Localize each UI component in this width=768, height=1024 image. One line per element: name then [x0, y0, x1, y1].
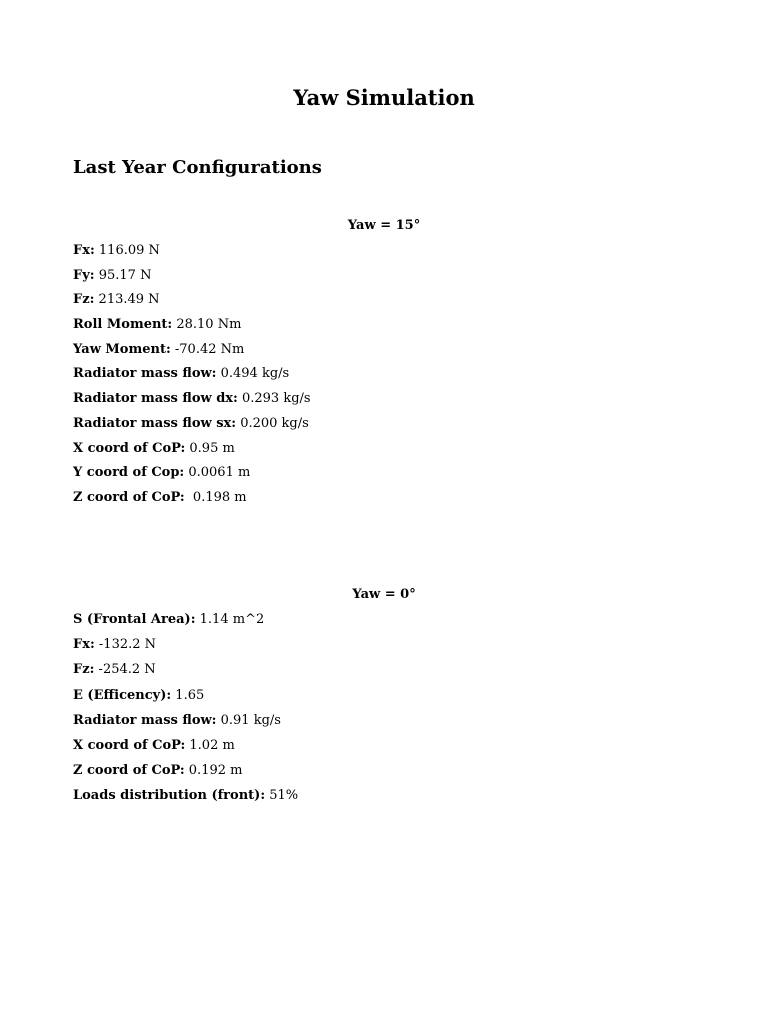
yaw-15-results [73, 242, 311, 514]
result-value: -254.2 N [94, 662, 156, 678]
result-label: Y coord of Cop: [73, 465, 185, 481]
result-value: 0.494 kg/s [216, 366, 290, 382]
result-row [73, 712, 298, 737]
result-value: -70.42 Nm [170, 341, 245, 357]
result-label: Loads distribution (front): [73, 788, 266, 804]
result-value: 0.192 m [184, 763, 243, 779]
result-row [73, 737, 298, 762]
result-value: 51% [265, 788, 299, 804]
result-row [73, 687, 298, 712]
result-value: 0.200 kg/s [236, 415, 309, 431]
result-row [73, 661, 298, 686]
result-row [73, 316, 311, 341]
result-value: 116.09 N [94, 243, 160, 258]
yaw-0-results [73, 611, 298, 813]
result-label: Radiator mass flow: [73, 712, 217, 728]
result-label: Fz: [73, 662, 95, 678]
result-row [73, 341, 311, 366]
result-value: 0.91 kg/s [216, 712, 281, 728]
result-row [73, 291, 311, 316]
result-row [73, 415, 311, 440]
result-label: Radiator mass flow dx: [73, 391, 238, 407]
result-label: X coord of CoP: [73, 440, 186, 456]
result-row [73, 636, 298, 661]
result-label: Fx: [73, 243, 95, 258]
result-row [73, 464, 311, 489]
result-value: 213.49 N [94, 292, 160, 308]
yaw-15-heading: Yaw = 15° [347, 218, 421, 233]
result-label: Yaw Moment: [73, 341, 171, 357]
result-label: Fz: [73, 292, 95, 308]
result-value: 0.0061 m [184, 465, 251, 481]
result-label: E (Efficency): [73, 687, 172, 703]
result-row [73, 242, 311, 267]
yaw-0-heading: Yaw = 0° [352, 587, 416, 602]
result-label: S (Frontal Area): [73, 612, 196, 627]
result-label: X coord of CoP: [73, 737, 186, 753]
result-row [73, 611, 298, 636]
result-row [73, 267, 311, 292]
result-row [73, 762, 298, 787]
result-value: 1.14 m^2 [195, 612, 265, 627]
section-heading: Last Year Configurations [73, 157, 322, 178]
result-value: 28.10 Nm [172, 317, 242, 333]
result-row [73, 390, 311, 415]
result-row [73, 440, 311, 465]
result-value: 0.293 kg/s [237, 391, 311, 407]
result-value: 95.17 N [94, 267, 152, 283]
result-label: Roll Moment: [73, 317, 173, 333]
result-value: 0.95 m [185, 440, 235, 456]
result-value: 1.65 [171, 687, 205, 703]
result-row [73, 787, 298, 812]
result-value: -132.2 N [94, 637, 157, 653]
result-value: 1.02 m [185, 737, 235, 753]
result-label: Fy: [73, 267, 95, 283]
page-title: Yaw Simulation [293, 85, 475, 110]
result-label: Radiator mass flow sx: [73, 415, 237, 431]
result-label: Z coord of CoP: [73, 489, 185, 505]
result-label: Z coord of CoP: [73, 763, 185, 779]
result-row [73, 365, 311, 390]
result-row [73, 489, 311, 514]
result-label: Radiator mass flow: [73, 366, 217, 382]
result-value: 0.198 m [184, 489, 247, 505]
result-label: Fx: [73, 637, 95, 653]
